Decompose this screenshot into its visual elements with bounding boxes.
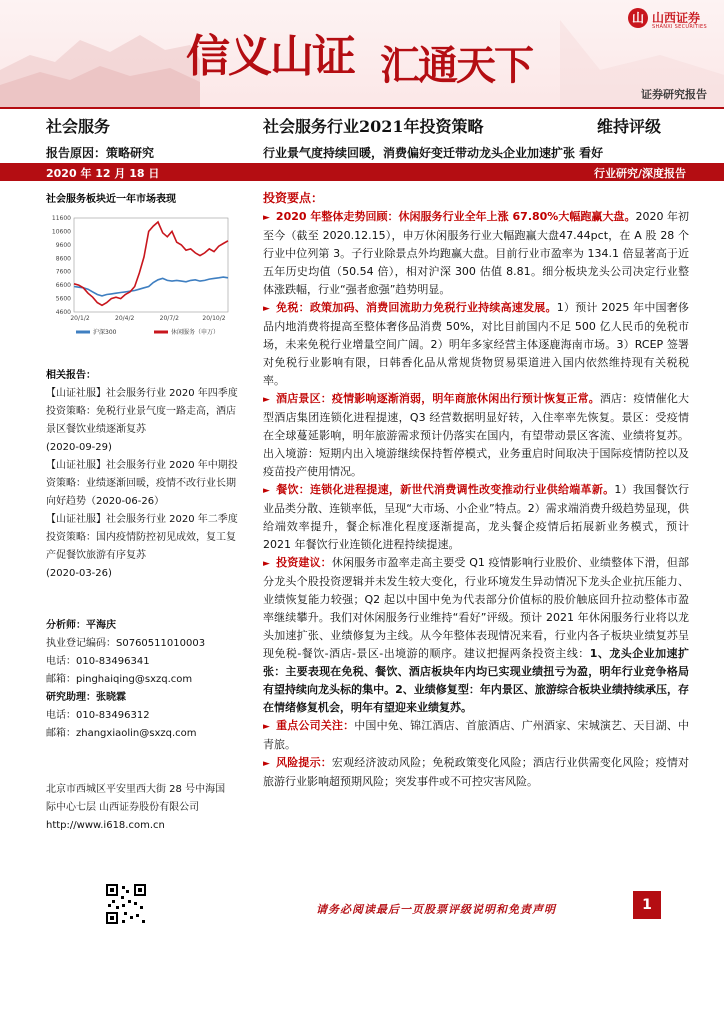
address-line2: 际中心七层 山西证券股份有限公司 <box>46 802 200 813</box>
bullet-triangle-icon: ► <box>263 304 270 314</box>
bullet-triangle-icon: ► <box>263 559 270 569</box>
slogan-part1: 信义山证 <box>186 31 354 82</box>
assistant-label: 研究助理： <box>46 692 96 703</box>
bullet-triangle-icon: ► <box>263 395 270 405</box>
assistant-email[interactable]: 邮箱：zhangxiaolin@sxzq.com <box>46 728 197 739</box>
x-tick-label: 20/10/2 <box>202 315 226 322</box>
header-banner <box>0 0 724 108</box>
header-divider <box>0 107 724 109</box>
related-report-item[interactable]: 【山证社服】社会服务行业 2020 年二季度投资策略：国内疫情防控初见成效，复工复产促餐饮旅游有序复苏 <box>46 514 238 561</box>
report-reason: 报告原因：策略研究 <box>46 146 155 160</box>
x-tick-label: 20/7/2 <box>159 315 179 322</box>
key-points-heading: 投资要点： <box>263 191 324 205</box>
y-tick-label: 6600 <box>55 282 71 290</box>
bullet-triangle-icon: ► <box>263 722 270 732</box>
y-tick-label: 10600 <box>51 228 71 236</box>
report-type: 证券研究报告 <box>641 88 707 101</box>
series-line-leisure-services <box>74 222 228 305</box>
bullet-triangle-icon: ► <box>263 213 270 223</box>
qr-code-icon <box>104 882 148 926</box>
report-category: 行业研究/深度报告 <box>593 167 686 180</box>
bullet-triangle-icon: ► <box>263 759 270 769</box>
y-tick-label: 11600 <box>51 215 71 222</box>
related-report-item: (2020-09-29) <box>46 442 112 453</box>
x-tick-label: 20/1/2 <box>70 315 90 322</box>
analyst-info <box>46 617 238 743</box>
related-reports-list <box>46 385 238 583</box>
company-logo-icon: 山 <box>628 8 648 28</box>
industry-name: 社会服务 <box>46 117 111 136</box>
related-reports-title: 相关报告： <box>46 370 96 381</box>
y-tick-label: 7600 <box>55 268 71 276</box>
legend-label: 休闲服务（申万） <box>171 329 220 336</box>
analyst-email[interactable]: 邮箱：pinghaiqing@sxzq.com <box>46 674 193 685</box>
related-report-item[interactable]: 【山证社服】社会服务行业 2020 年中期投资策略：业绩逐渐回暖，疫情不改行业长期向好趋势（2020-06-26） <box>46 460 238 507</box>
point-risk: ► 风险提示：宏观经济波动风险；免税政策变化风险；酒店行业供需变化风险；疫情对旅游行业影响超预期风险；突发事件或不可控灾害风险。 <box>263 756 690 788</box>
point-investment: ► 投资建议：休闲服务市盈率走高主要受 Q1 疫情影响行业股价、业绩整体下滑，但部分龙头个股投资逻辑并未发生较大变化，行业环境发生异动情况下龙头企业抗压能力、业绩恢复能力较强；Q2 起以中国中免为代表部分价值标的股价触底回升拉动整体市盈率继续攀升。我们对休闲服务行业维持“看好”评级。预计 2021 年休闲服务行业将以龙头加速扩张、业绩修复为主线。从今年整体表现情况来看，行业内各子板块业绩复苏呈现免税-餐饮-酒店-景区-出境游的顺序。建议把握两条投资主线：1、龙头企业加速扩张：主要表现在免税、餐饮、酒店板块年内均已实现业绩扭亏为盈，明年行业竞争格局有望持续向龙头标的集中。2、业绩修复型：年内景区、旅游综合板块业绩持续承压，存在情绪修复机会，明年有望迎来业绩复苏。 <box>263 556 690 714</box>
point-hotel-scenic: ► 酒店景区：疫情影响逐渐消弱，明年商旅休闲出行预计恢复正常。酒店：疫情催化大型酒店集团连锁化进程提速，Q3 经营数据明显好转，入住率率先恢复。景区：受疫情在全球蔓延影响，明年旅游需求预计仍落实在国内，有望带动景区客流、业绩将复苏。出入境游：短期内出入境游继续保持暂停模式，业务重启时间取决于国际疫情防控以及疫苗投产使用情况。 <box>263 392 690 478</box>
key-points-body <box>263 208 689 791</box>
address-line1: 北京市西城区平安里西大街 28 号中海国 <box>46 784 226 795</box>
point-duty-free: ► 免税：政策加码、消费回流助力免税行业持续高速发展。1）预计 2025 年中国奢侈品内地消费将提高至整体奢侈品消费 50%，对比目前国内不足 500 亿人民币的免税市场，未来免税行业增量空间广阔。2）明年多家经营主体逐鹿海南市场。3）RCEP 签署对免税行业影响有限，日韩香化品从常规货物贸易渠道进入国内依然维持现有关税税率。 <box>263 301 689 387</box>
analyst-name: 平海庆 <box>86 620 116 631</box>
company-name: 山西证券 <box>652 11 701 25</box>
report-title: 社会服务行业2021年投资策略 <box>263 117 484 136</box>
report-date: 2020 年 12 月 18 日 <box>46 167 160 180</box>
point-catering: ► 餐饮：连锁化进程提速，新世代消费调性改变推动行业供给端革新。1）我国餐饮行业品类分散、连锁率低，呈现“大市场、小企业”特点。2）需求端消费升级趋势显现，供给端效率提升，餐企标准化程度逐渐提高，龙头餐企疫情后拓展新业务模式，预计 2021 年餐饮行业连锁化进程持续提速。 <box>263 483 690 551</box>
chart-title: 社会服务板块近一年市场表现 <box>46 194 176 205</box>
market-performance-chart <box>40 210 240 360</box>
point-review: ► 2020 年整体走势回顾：休闲服务行业全年上涨 67.80%大幅跑赢大盘。2020 年初至今（截至 2020.12.15），申万休闲服务行业大幅跑赢大盘47.44pct，在 A 股 28 个行业中位列第 3。子行业除景点外均跑赢大盘。目前行业市盈率为 134.1 倍显著高于近五年历史均值（50.54 倍），相对沪深 300 估值 8.81。细分板块龙头公司决定行业整体涨跌幅，行业“强者愈强”趋势明显。 <box>263 210 689 296</box>
y-tick-label: 9600 <box>55 241 71 249</box>
report-subtitle: 行业景气度持续回暖，消费偏好变迁带动龙头企业加速扩张 看好 <box>263 146 604 160</box>
analyst-label: 分析师： <box>46 620 86 631</box>
disclaimer-note: 请务必阅读最后一页股票评级说明和免责声明 <box>316 903 556 916</box>
bullet-triangle-icon: ► <box>263 486 270 496</box>
rating: 维持评级 <box>597 117 662 136</box>
assistant-name: 张晓霖 <box>96 692 126 703</box>
y-tick-label: 5600 <box>55 295 71 303</box>
company-website[interactable]: http://www.i618.com.cn <box>46 820 165 831</box>
page-number: 1 <box>633 891 661 919</box>
company-address <box>46 781 246 835</box>
mountain-illustration <box>0 0 724 108</box>
plot-area <box>74 218 228 312</box>
y-tick-label: 8600 <box>55 255 71 263</box>
related-report-item: (2020-03-26) <box>46 568 112 579</box>
company-name-en: SHANXI SECURITIES <box>652 24 707 30</box>
x-tick-label: 20/4/2 <box>115 315 135 322</box>
assistant-phone: 电话：010-83496312 <box>46 710 150 721</box>
y-tick-label: 4600 <box>55 309 71 316</box>
legend-label: 沪深300 <box>93 329 117 336</box>
date-bar <box>0 163 724 181</box>
slogan-part2: 汇通天下 <box>380 42 532 89</box>
analyst-cert: 执业登记编码：S0760511010003 <box>46 638 206 649</box>
related-report-item[interactable]: 【山证社服】社会服务行业 2020 年四季度投资策略：免税行业景气度一路走高，酒店景区餐饮业绩逐渐复苏 <box>46 388 238 435</box>
analyst-phone: 电话：010-83496341 <box>46 656 150 667</box>
point-key-companies: ► 重点公司关注：中国中免、锦江酒店、首旅酒店、广州酒家、宋城演艺、天目湖、中青旅。 <box>263 719 690 751</box>
series-line-csi300 <box>74 277 228 296</box>
